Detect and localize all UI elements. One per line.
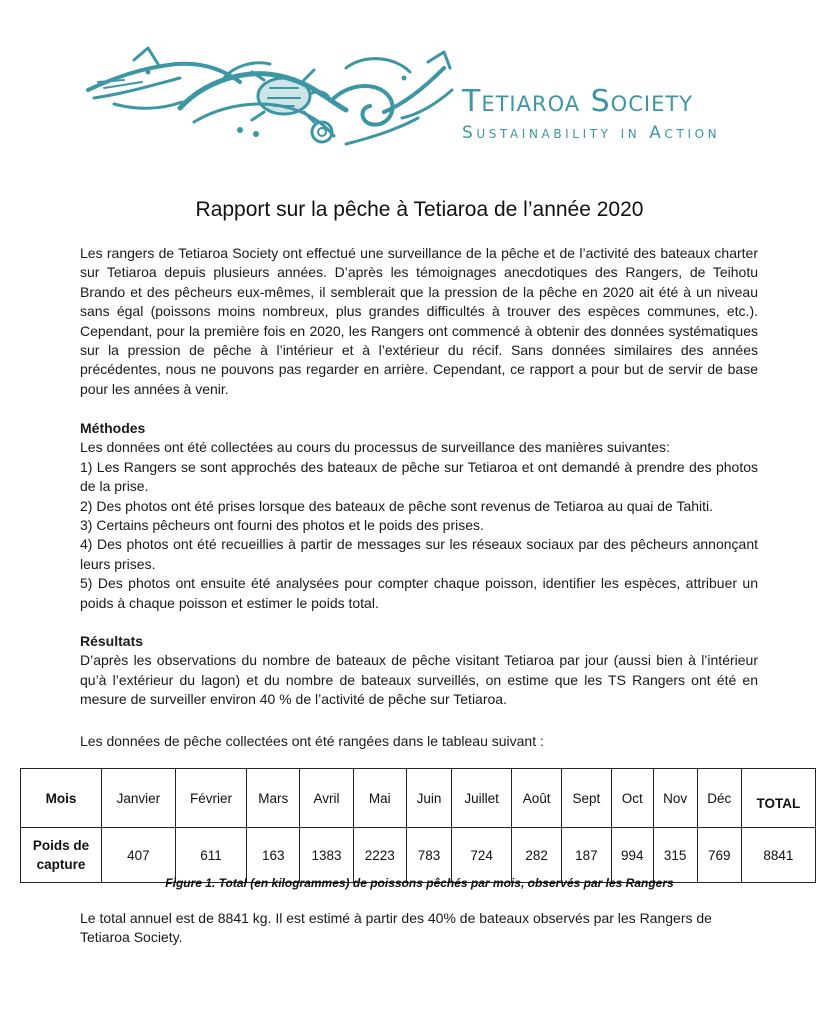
table-month: Mars: [247, 769, 300, 828]
conclusion-paragraph: Le total annuel est de 8841 kg. Il est estimé à partir des 40% de bateaux observés par les Rangers de Tetiaroa Society.: [80, 910, 712, 946]
methods-item: 3) Certains pêcheurs ont fourni des photos et le poids des prises.: [80, 517, 484, 534]
table-value: 163: [247, 828, 300, 883]
results-heading: Résultats: [80, 633, 144, 649]
methods-item: 4) Des photos ont été recueillies à partir de messages sur les réseaux sociaux par des pêcheurs annonçant leurs prises.: [80, 536, 758, 572]
brand-name: Tetiaroa Society: [462, 84, 693, 119]
table-value: 2223: [353, 828, 406, 883]
table-month: Février: [175, 769, 246, 828]
table-month: Mai: [353, 769, 406, 828]
methods-item: 2) Des photos ont été prises lorsque des bateaux de pêche sont revenus de Tetiaroa au quai de Tahiti.: [80, 497, 714, 514]
table-row-months: [21, 769, 816, 828]
brand-tagline: Sustainability in Action: [462, 123, 721, 143]
table-header-total: TOTAL: [741, 769, 815, 828]
table-value: 187: [561, 828, 611, 883]
document-title: Rapport sur la pêche à Tetiaroa de l’année 2020: [195, 198, 644, 221]
table-intro: Les données de pêche collectées ont été rangées dans le tableau suivant :: [80, 733, 544, 749]
table-total-value: 8841: [741, 828, 815, 883]
table-header-mois: Mois: [21, 769, 102, 828]
methods-item: 1) Les Rangers se sont approchés des bateaux de pêche sur Tetiaroa et ont demandé à prendre des photos de la prise.: [80, 458, 758, 495]
methods-lead: Les données ont été collectées au cours du processus de surveillance des manières suivantes:: [80, 439, 670, 456]
table-row-weights: [21, 828, 816, 883]
table-value: 724: [452, 828, 512, 883]
methods-heading: Méthodes: [80, 420, 146, 436]
figure-caption: Figure 1. Total (en kilogrammes) de poissons pêchés par mois, observés par les Rangers: [165, 876, 674, 890]
table-month: Nov: [653, 769, 697, 828]
results-section: [80, 632, 758, 710]
results-text: D’après les observations du nombre de bateaux de pêche visitant Tetiaroa par jour (aussi bien à l’intérieur qu’à l’extérieur du lagon) et du nombre de bateaux surveillés, on estime que les TS Rangers ont été en mesure de surveiller environ 40 % de l’activité de pêche sur Tetiaroa.: [80, 652, 758, 708]
table-header-poids-line1: Poids de: [32, 838, 90, 853]
methods-section: [80, 419, 758, 613]
brand-block: [462, 86, 720, 144]
header-logo: [84, 38, 764, 156]
table-month: Janvier: [102, 769, 176, 828]
table-month: Juillet: [452, 769, 512, 828]
table-header-poids-line2: capture: [36, 857, 86, 872]
table-month: Août: [512, 769, 562, 828]
intro-text: Les rangers de Tetiaroa Society ont effectué une surveillance de la pêche et de l’activité des bateaux charter sur Tetiaroa depuis plusieurs années. D’après les témoignages anecdotiques des Rangers, de Teihotu Brando et des pêcheurs eux-mêmes, il semblerait que la pression de la pêche en 2020 ait été à un niveau sans égal (poissons moins nombreux, plus grandes difficultés à trouver des espèces communes, etc.). Cependant, pour la première fois en 2020, les Rangers ont commencé à obtenir des données systématiques sur la pression de pêche à l’intérieur et à l’extérieur du récif. Sans données similaires des années précédentes, nous ne pouvons pas regarder en arrière. Cependant, ce rapport a pour but de servir de base pour les années à venir.: [80, 245, 758, 397]
catch-table: [20, 768, 816, 883]
table-value: 611: [175, 828, 246, 883]
table-value: 282: [512, 828, 562, 883]
table-month: Avril: [300, 769, 353, 828]
table-month: Sept: [561, 769, 611, 828]
table-month: Oct: [611, 769, 653, 828]
table-value: 769: [697, 828, 741, 883]
methods-item: 5) Des photos ont ensuite été analysées pour compter chaque poisson, identifier les espèces, attribuer un poids à chaque poisson et estimer le poids total.: [80, 575, 758, 611]
table-value: 783: [406, 828, 451, 883]
table-value: 994: [611, 828, 653, 883]
table-month: Déc: [697, 769, 741, 828]
table-value: 1383: [300, 828, 353, 883]
polynesian-wave-turtle-icon: [84, 38, 456, 156]
table-month: Juin: [406, 769, 451, 828]
table-header-poids: [21, 828, 102, 883]
table-value: 315: [653, 828, 697, 883]
intro-paragraph: [80, 244, 758, 399]
table-value: 407: [102, 828, 176, 883]
